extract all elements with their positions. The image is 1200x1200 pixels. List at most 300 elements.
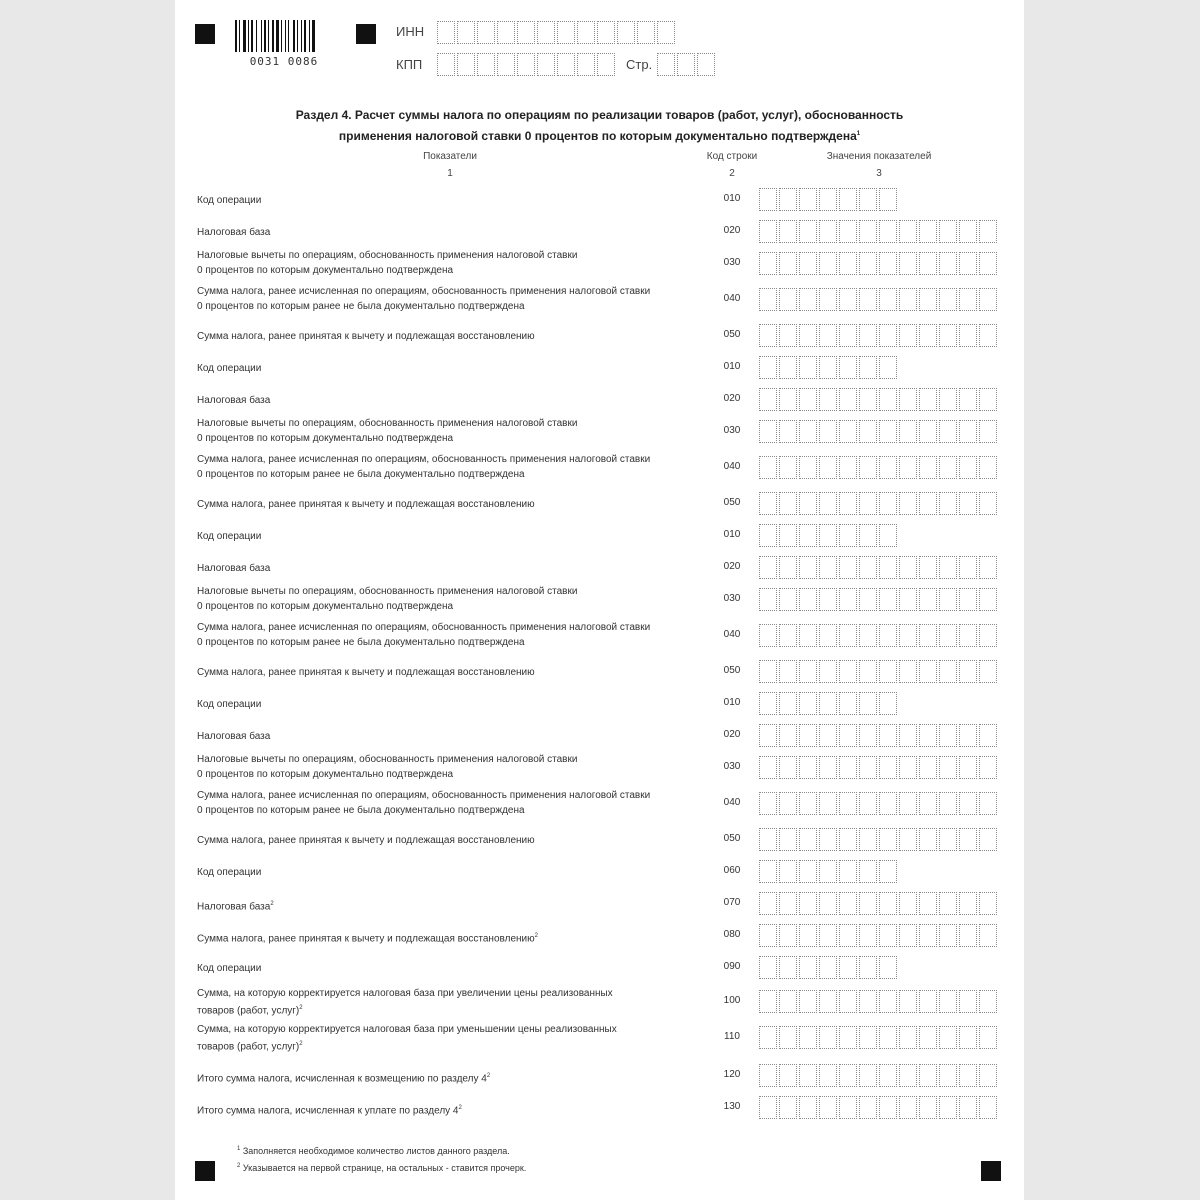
page-number-cell[interactable] — [697, 53, 715, 76]
row-value-cell[interactable] — [959, 556, 977, 579]
row-value-cell[interactable] — [779, 924, 797, 947]
kpp-cell[interactable] — [577, 53, 595, 76]
row-value-cell[interactable] — [759, 524, 777, 547]
row-value-cell[interactable] — [879, 860, 897, 883]
row-value-cell[interactable] — [819, 924, 837, 947]
row-value-cell[interactable] — [799, 756, 817, 779]
row-value-cell[interactable] — [759, 692, 777, 715]
row-value-cell[interactable] — [939, 892, 957, 915]
row-value-cell[interactable] — [759, 356, 777, 379]
row-value-cell[interactable] — [979, 892, 997, 915]
row-value-cell[interactable] — [979, 420, 997, 443]
row-value-cell[interactable] — [899, 324, 917, 347]
row-value-cell[interactable] — [879, 388, 897, 411]
inn-cell[interactable] — [617, 21, 635, 44]
inn-cell[interactable] — [577, 21, 595, 44]
row-value-cell[interactable] — [759, 556, 777, 579]
inn-cell[interactable] — [637, 21, 655, 44]
row-value-cell[interactable] — [899, 420, 917, 443]
row-value-cell[interactable] — [799, 1026, 817, 1049]
row-value-cell[interactable] — [939, 220, 957, 243]
row-value-cell[interactable] — [799, 324, 817, 347]
row-value-cell[interactable] — [879, 356, 897, 379]
row-value-cell[interactable] — [859, 324, 877, 347]
row-value-cell[interactable] — [779, 420, 797, 443]
row-value-cell[interactable] — [859, 556, 877, 579]
row-value-cell[interactable] — [879, 792, 897, 815]
inn-cell[interactable] — [477, 21, 495, 44]
row-value-cell[interactable] — [819, 220, 837, 243]
row-value-cell[interactable] — [799, 220, 817, 243]
row-value-cell[interactable] — [819, 492, 837, 515]
row-value-cell[interactable] — [959, 660, 977, 683]
row-value-cell[interactable] — [839, 288, 857, 311]
row-value-cell[interactable] — [799, 956, 817, 979]
row-value-cell[interactable] — [959, 990, 977, 1013]
row-value-cell[interactable] — [799, 420, 817, 443]
row-value-cell[interactable] — [959, 624, 977, 647]
row-value-cell[interactable] — [879, 1096, 897, 1119]
row-value-field[interactable] — [759, 588, 999, 611]
row-value-cell[interactable] — [919, 724, 937, 747]
row-value-cell[interactable] — [819, 990, 837, 1013]
row-value-cell[interactable] — [939, 1096, 957, 1119]
row-value-cell[interactable] — [779, 756, 797, 779]
row-value-cell[interactable] — [759, 1064, 777, 1087]
row-value-field[interactable] — [759, 324, 999, 347]
row-value-cell[interactable] — [839, 1026, 857, 1049]
row-value-cell[interactable] — [939, 1026, 957, 1049]
row-value-cell[interactable] — [819, 288, 837, 311]
row-value-cell[interactable] — [759, 860, 777, 883]
row-value-cell[interactable] — [759, 1026, 777, 1049]
row-value-cell[interactable] — [959, 420, 977, 443]
row-value-cell[interactable] — [859, 660, 877, 683]
row-value-cell[interactable] — [979, 324, 997, 347]
row-value-cell[interactable] — [779, 556, 797, 579]
row-value-cell[interactable] — [819, 724, 837, 747]
row-value-cell[interactable] — [939, 924, 957, 947]
row-value-cell[interactable] — [779, 828, 797, 851]
row-value-cell[interactable] — [759, 588, 777, 611]
row-value-cell[interactable] — [919, 420, 937, 443]
row-value-cell[interactable] — [959, 588, 977, 611]
row-value-cell[interactable] — [799, 252, 817, 275]
row-value-cell[interactable] — [859, 420, 877, 443]
row-value-field[interactable] — [759, 828, 999, 851]
row-value-cell[interactable] — [879, 828, 897, 851]
row-value-cell[interactable] — [879, 588, 897, 611]
row-value-cell[interactable] — [839, 356, 857, 379]
row-value-cell[interactable] — [899, 624, 917, 647]
row-value-cell[interactable] — [899, 892, 917, 915]
row-value-field[interactable] — [759, 860, 899, 883]
row-value-cell[interactable] — [839, 324, 857, 347]
row-value-cell[interactable] — [939, 420, 957, 443]
row-value-cell[interactable] — [819, 1026, 837, 1049]
row-value-cell[interactable] — [939, 588, 957, 611]
row-value-cell[interactable] — [939, 990, 957, 1013]
row-value-cell[interactable] — [859, 1064, 877, 1087]
row-value-cell[interactable] — [799, 660, 817, 683]
row-value-cell[interactable] — [899, 388, 917, 411]
row-value-cell[interactable] — [879, 188, 897, 211]
row-value-cell[interactable] — [979, 828, 997, 851]
row-value-cell[interactable] — [899, 220, 917, 243]
row-value-field[interactable] — [759, 924, 999, 947]
row-value-cell[interactable] — [879, 288, 897, 311]
row-value-cell[interactable] — [819, 588, 837, 611]
row-value-cell[interactable] — [759, 892, 777, 915]
row-value-cell[interactable] — [759, 288, 777, 311]
row-value-cell[interactable] — [859, 892, 877, 915]
row-value-cell[interactable] — [879, 1064, 897, 1087]
row-value-cell[interactable] — [919, 1064, 937, 1087]
inn-cell[interactable] — [557, 21, 575, 44]
row-value-cell[interactable] — [899, 756, 917, 779]
row-value-cell[interactable] — [759, 324, 777, 347]
row-value-cell[interactable] — [759, 924, 777, 947]
row-value-cell[interactable] — [859, 724, 877, 747]
inn-cell[interactable] — [537, 21, 555, 44]
inn-cell[interactable] — [517, 21, 535, 44]
row-value-field[interactable] — [759, 624, 999, 647]
inn-cell[interactable] — [657, 21, 675, 44]
row-value-cell[interactable] — [859, 756, 877, 779]
row-value-cell[interactable] — [839, 892, 857, 915]
row-value-cell[interactable] — [939, 792, 957, 815]
row-value-cell[interactable] — [959, 1096, 977, 1119]
row-value-field[interactable] — [759, 792, 999, 815]
row-value-cell[interactable] — [799, 624, 817, 647]
row-value-cell[interactable] — [839, 420, 857, 443]
row-value-cell[interactable] — [879, 556, 897, 579]
row-value-cell[interactable] — [839, 724, 857, 747]
row-value-cell[interactable] — [799, 388, 817, 411]
inn-cell[interactable] — [457, 21, 475, 44]
row-value-cell[interactable] — [959, 892, 977, 915]
row-value-cell[interactable] — [839, 492, 857, 515]
row-value-cell[interactable] — [779, 990, 797, 1013]
row-value-cell[interactable] — [819, 892, 837, 915]
row-value-cell[interactable] — [899, 1064, 917, 1087]
row-value-cell[interactable] — [839, 588, 857, 611]
row-value-cell[interactable] — [919, 288, 937, 311]
row-value-cell[interactable] — [799, 588, 817, 611]
row-value-cell[interactable] — [839, 220, 857, 243]
row-value-field[interactable] — [759, 252, 999, 275]
row-value-cell[interactable] — [779, 456, 797, 479]
row-value-cell[interactable] — [779, 624, 797, 647]
row-value-cell[interactable] — [759, 420, 777, 443]
row-value-cell[interactable] — [879, 624, 897, 647]
row-value-cell[interactable] — [759, 792, 777, 815]
row-value-cell[interactable] — [759, 1096, 777, 1119]
row-value-cell[interactable] — [859, 356, 877, 379]
row-value-cell[interactable] — [979, 1026, 997, 1049]
row-value-field[interactable] — [759, 456, 999, 479]
row-value-cell[interactable] — [979, 792, 997, 815]
row-value-cell[interactable] — [779, 892, 797, 915]
row-value-cell[interactable] — [939, 456, 957, 479]
row-value-cell[interactable] — [879, 724, 897, 747]
row-value-field[interactable] — [759, 660, 999, 683]
row-value-cell[interactable] — [759, 756, 777, 779]
row-value-cell[interactable] — [879, 524, 897, 547]
row-value-cell[interactable] — [819, 456, 837, 479]
page-number-cell[interactable] — [657, 53, 675, 76]
row-value-cell[interactable] — [899, 990, 917, 1013]
row-value-cell[interactable] — [759, 252, 777, 275]
row-value-cell[interactable] — [819, 524, 837, 547]
row-value-cell[interactable] — [819, 692, 837, 715]
row-value-field[interactable] — [759, 492, 999, 515]
row-value-field[interactable] — [759, 1096, 999, 1119]
row-value-cell[interactable] — [919, 556, 937, 579]
row-value-cell[interactable] — [839, 624, 857, 647]
row-value-field[interactable] — [759, 692, 899, 715]
row-value-cell[interactable] — [819, 828, 837, 851]
row-value-cell[interactable] — [919, 756, 937, 779]
row-value-cell[interactable] — [759, 828, 777, 851]
row-value-field[interactable] — [759, 388, 999, 411]
row-value-cell[interactable] — [819, 388, 837, 411]
row-value-cell[interactable] — [919, 892, 937, 915]
row-value-cell[interactable] — [859, 288, 877, 311]
row-value-cell[interactable] — [779, 324, 797, 347]
row-value-cell[interactable] — [959, 388, 977, 411]
row-value-cell[interactable] — [939, 556, 957, 579]
row-value-cell[interactable] — [879, 990, 897, 1013]
row-value-cell[interactable] — [919, 1096, 937, 1119]
row-value-cell[interactable] — [959, 288, 977, 311]
row-value-cell[interactable] — [979, 1064, 997, 1087]
row-value-cell[interactable] — [779, 288, 797, 311]
row-value-cell[interactable] — [899, 456, 917, 479]
row-value-cell[interactable] — [919, 624, 937, 647]
row-value-cell[interactable] — [779, 220, 797, 243]
row-value-cell[interactable] — [919, 324, 937, 347]
row-value-cell[interactable] — [959, 492, 977, 515]
row-value-cell[interactable] — [779, 524, 797, 547]
row-value-cell[interactable] — [839, 456, 857, 479]
row-value-cell[interactable] — [979, 624, 997, 647]
row-value-cell[interactable] — [799, 924, 817, 947]
row-value-cell[interactable] — [799, 724, 817, 747]
row-value-cell[interactable] — [799, 492, 817, 515]
row-value-cell[interactable] — [759, 492, 777, 515]
row-value-cell[interactable] — [919, 492, 937, 515]
row-value-cell[interactable] — [779, 188, 797, 211]
row-value-cell[interactable] — [879, 252, 897, 275]
inn-cell[interactable] — [597, 21, 615, 44]
row-value-cell[interactable] — [919, 990, 937, 1013]
row-value-cell[interactable] — [839, 990, 857, 1013]
row-value-cell[interactable] — [979, 1096, 997, 1119]
row-value-cell[interactable] — [959, 220, 977, 243]
kpp-cell[interactable] — [497, 53, 515, 76]
row-value-cell[interactable] — [759, 990, 777, 1013]
row-value-cell[interactable] — [779, 660, 797, 683]
row-value-cell[interactable] — [799, 990, 817, 1013]
row-value-cell[interactable] — [779, 956, 797, 979]
row-value-cell[interactable] — [779, 724, 797, 747]
row-value-cell[interactable] — [839, 556, 857, 579]
row-value-cell[interactable] — [819, 356, 837, 379]
row-value-cell[interactable] — [779, 1064, 797, 1087]
row-value-cell[interactable] — [979, 660, 997, 683]
row-value-cell[interactable] — [839, 1064, 857, 1087]
row-value-field[interactable] — [759, 956, 899, 979]
row-value-cell[interactable] — [819, 756, 837, 779]
row-value-cell[interactable] — [779, 1096, 797, 1119]
row-value-cell[interactable] — [899, 1026, 917, 1049]
row-value-cell[interactable] — [859, 792, 877, 815]
row-value-cell[interactable] — [879, 956, 897, 979]
row-value-cell[interactable] — [759, 388, 777, 411]
inn-cell[interactable] — [437, 21, 455, 44]
row-value-cell[interactable] — [959, 828, 977, 851]
row-value-cell[interactable] — [799, 1096, 817, 1119]
row-value-cell[interactable] — [859, 1096, 877, 1119]
kpp-cell[interactable] — [597, 53, 615, 76]
row-value-cell[interactable] — [919, 456, 937, 479]
kpp-cell[interactable] — [557, 53, 575, 76]
row-value-field[interactable] — [759, 990, 999, 1013]
row-value-cell[interactable] — [859, 524, 877, 547]
row-value-cell[interactable] — [979, 388, 997, 411]
inn-field[interactable] — [437, 21, 677, 44]
row-value-cell[interactable] — [919, 252, 937, 275]
row-value-cell[interactable] — [939, 324, 957, 347]
row-value-cell[interactable] — [979, 556, 997, 579]
page-number-cell[interactable] — [677, 53, 695, 76]
row-value-cell[interactable] — [779, 860, 797, 883]
row-value-cell[interactable] — [939, 288, 957, 311]
row-value-cell[interactable] — [899, 792, 917, 815]
row-value-cell[interactable] — [899, 660, 917, 683]
row-value-cell[interactable] — [979, 252, 997, 275]
row-value-cell[interactable] — [939, 828, 957, 851]
row-value-cell[interactable] — [959, 724, 977, 747]
row-value-cell[interactable] — [859, 924, 877, 947]
row-value-cell[interactable] — [839, 252, 857, 275]
row-value-cell[interactable] — [839, 860, 857, 883]
row-value-cell[interactable] — [979, 588, 997, 611]
row-value-cell[interactable] — [919, 660, 937, 683]
row-value-cell[interactable] — [939, 492, 957, 515]
row-value-cell[interactable] — [819, 324, 837, 347]
row-value-field[interactable] — [759, 288, 999, 311]
row-value-cell[interactable] — [859, 1026, 877, 1049]
row-value-field[interactable] — [759, 556, 999, 579]
kpp-field[interactable] — [437, 53, 617, 76]
row-value-cell[interactable] — [899, 924, 917, 947]
row-value-cell[interactable] — [839, 956, 857, 979]
row-value-cell[interactable] — [959, 1026, 977, 1049]
row-value-cell[interactable] — [879, 492, 897, 515]
row-value-cell[interactable] — [839, 660, 857, 683]
row-value-cell[interactable] — [859, 588, 877, 611]
row-value-cell[interactable] — [819, 252, 837, 275]
row-value-cell[interactable] — [779, 492, 797, 515]
row-value-cell[interactable] — [899, 724, 917, 747]
row-value-cell[interactable] — [859, 692, 877, 715]
row-value-cell[interactable] — [899, 556, 917, 579]
row-value-cell[interactable] — [819, 660, 837, 683]
row-value-cell[interactable] — [879, 892, 897, 915]
row-value-cell[interactable] — [839, 188, 857, 211]
row-value-cell[interactable] — [779, 692, 797, 715]
row-value-cell[interactable] — [799, 860, 817, 883]
row-value-cell[interactable] — [879, 756, 897, 779]
row-value-cell[interactable] — [959, 792, 977, 815]
row-value-cell[interactable] — [839, 692, 857, 715]
row-value-cell[interactable] — [899, 492, 917, 515]
row-value-cell[interactable] — [759, 956, 777, 979]
row-value-cell[interactable] — [779, 1026, 797, 1049]
row-value-cell[interactable] — [819, 1096, 837, 1119]
row-value-cell[interactable] — [959, 756, 977, 779]
row-value-cell[interactable] — [879, 924, 897, 947]
row-value-cell[interactable] — [959, 1064, 977, 1087]
row-value-cell[interactable] — [799, 188, 817, 211]
row-value-cell[interactable] — [859, 990, 877, 1013]
row-value-cell[interactable] — [839, 1096, 857, 1119]
row-value-field[interactable] — [759, 1026, 999, 1049]
row-value-cell[interactable] — [879, 220, 897, 243]
row-value-cell[interactable] — [979, 990, 997, 1013]
row-value-cell[interactable] — [919, 792, 937, 815]
row-value-cell[interactable] — [899, 588, 917, 611]
row-value-cell[interactable] — [979, 756, 997, 779]
row-value-cell[interactable] — [799, 456, 817, 479]
row-value-cell[interactable] — [799, 692, 817, 715]
row-value-cell[interactable] — [959, 456, 977, 479]
row-value-cell[interactable] — [939, 388, 957, 411]
row-value-cell[interactable] — [759, 724, 777, 747]
row-value-cell[interactable] — [839, 792, 857, 815]
row-value-cell[interactable] — [819, 188, 837, 211]
row-value-field[interactable] — [759, 892, 999, 915]
row-value-cell[interactable] — [859, 956, 877, 979]
row-value-cell[interactable] — [979, 288, 997, 311]
row-value-field[interactable] — [759, 420, 999, 443]
kpp-cell[interactable] — [517, 53, 535, 76]
row-value-cell[interactable] — [759, 624, 777, 647]
row-value-cell[interactable] — [759, 456, 777, 479]
row-value-cell[interactable] — [799, 556, 817, 579]
row-value-cell[interactable] — [799, 356, 817, 379]
row-value-field[interactable] — [759, 756, 999, 779]
row-value-cell[interactable] — [859, 456, 877, 479]
page-number-field[interactable] — [657, 53, 717, 76]
row-value-cell[interactable] — [899, 1096, 917, 1119]
row-value-cell[interactable] — [839, 388, 857, 411]
row-value-cell[interactable] — [939, 252, 957, 275]
row-value-cell[interactable] — [879, 456, 897, 479]
row-value-cell[interactable] — [979, 924, 997, 947]
row-value-cell[interactable] — [859, 860, 877, 883]
row-value-cell[interactable] — [819, 956, 837, 979]
row-value-cell[interactable] — [899, 828, 917, 851]
row-value-field[interactable] — [759, 724, 999, 747]
row-value-field[interactable] — [759, 524, 899, 547]
row-value-cell[interactable] — [979, 456, 997, 479]
row-value-cell[interactable] — [919, 388, 937, 411]
row-value-cell[interactable] — [939, 660, 957, 683]
row-value-cell[interactable] — [759, 660, 777, 683]
